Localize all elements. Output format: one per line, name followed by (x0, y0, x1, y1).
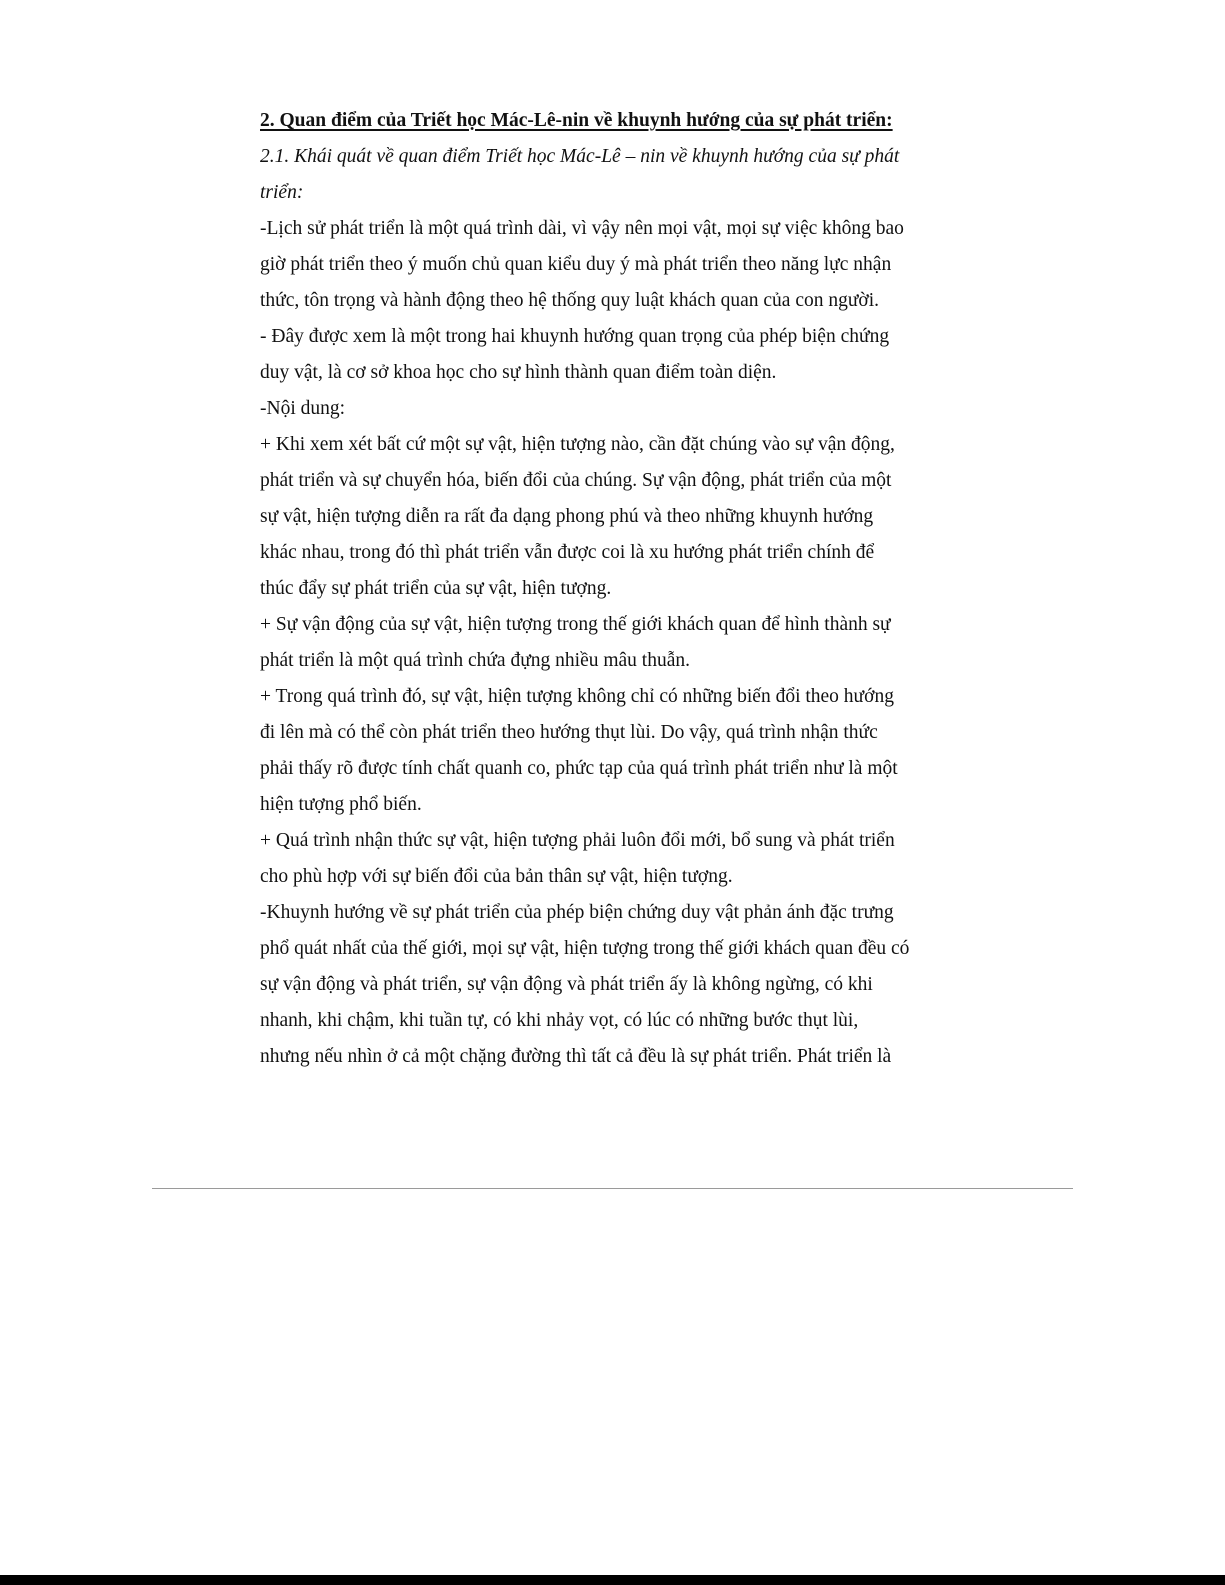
body-text-line: thức, tôn trọng và hành động theo hệ thống quy luật khách quan của con người. (260, 290, 880, 311)
subsection-heading-line: 2.1. Khái quát về quan điểm Triết học Mác-Lê – nin về khuynh hướng của sự phát (260, 146, 900, 167)
body-text-line: -Khuynh hướng về sự phát triển của phép biện chứng duy vật phản ánh đặc trưng (260, 902, 894, 923)
document-page (260, 103, 970, 1075)
body-text-line: + Sự vận động của sự vật, hiện tượng trong thế giới khách quan để hình thành sự (260, 614, 891, 635)
body-text-line: khác nhau, trong đó thì phát triển vẫn được coi là xu hướng phát triển chính để (260, 542, 875, 563)
body-text-line: sự vận động và phát triển, sự vận động và phát triển ấy là không ngừng, có khi (260, 974, 873, 995)
body-text-line: phát triển và sự chuyển hóa, biến đổi của chúng. Sự vận động, phát triển của một (260, 470, 892, 491)
section-heading: 2. Quan điểm của Triết học Mác-Lê-nin về khuynh hướng của sự phát triển: (260, 110, 893, 131)
body-text-line: sự vật, hiện tượng diễn ra rất đa dạng phong phú và theo những khuynh hướng (260, 506, 874, 527)
body-text-line: nhanh, khi chậm, khi tuần tự, có khi nhảy vọt, có lúc có những bước thụt lùi, (260, 1010, 859, 1031)
body-text-line: phát triển là một quá trình chứa đựng nhiều mâu thuẫn. (260, 650, 690, 671)
body-text-line: đi lên mà có thể còn phát triển theo hướng thụt lùi. Do vậy, quá trình nhận thức (260, 722, 878, 743)
body-text-line: thúc đẩy sự phát triển của sự vật, hiện tượng. (260, 578, 612, 599)
body-text-line: -Lịch sử phát triển là một quá trình dài, vì vậy nên mọi vật, mọi sự việc không bao (260, 218, 904, 239)
body-text-line: + Trong quá trình đó, sự vật, hiện tượng không chỉ có những biến đổi theo hướng (260, 686, 894, 707)
body-text-line: hiện tượng phổ biến. (260, 794, 422, 815)
body-text-line: + Quá trình nhận thức sự vật, hiện tượng phải luôn đổi mới, bổ sung và phát triển (260, 830, 895, 851)
bottom-edge-bar (0, 1575, 1225, 1585)
body-text-line: -Nội dung: (260, 398, 346, 419)
body-text-line: duy vật, là cơ sở khoa học cho sự hình thành quan điểm toàn diện. (260, 362, 777, 383)
body-text-line: nhưng nếu nhìn ở cả một chặng đường thì tất cả đều là sự phát triển. Phát triển là (260, 1046, 892, 1067)
body-text-line: + Khi xem xét bất cứ một sự vật, hiện tượng nào, cần đặt chúng vào sự vận động, (260, 434, 895, 455)
body-text-line: - Đây được xem là một trong hai khuynh hướng quan trọng của phép biện chứng (260, 326, 890, 347)
page-separator (152, 1188, 1073, 1189)
body-text-line: cho phù hợp với sự biến đổi của bản thân sự vật, hiện tượng. (260, 866, 733, 887)
subsection-heading-line: triển: (260, 182, 304, 203)
body-text-line: phải thấy rõ được tính chất quanh co, phức tạp của quá trình phát triển như là một (260, 758, 898, 779)
body-text-line: phổ quát nhất của thế giới, mọi sự vật, hiện tượng trong thế giới khách quan đều có (260, 938, 910, 959)
body-text-line: giờ phát triển theo ý muốn chủ quan kiểu duy ý mà phát triển theo năng lực nhận (260, 254, 892, 275)
